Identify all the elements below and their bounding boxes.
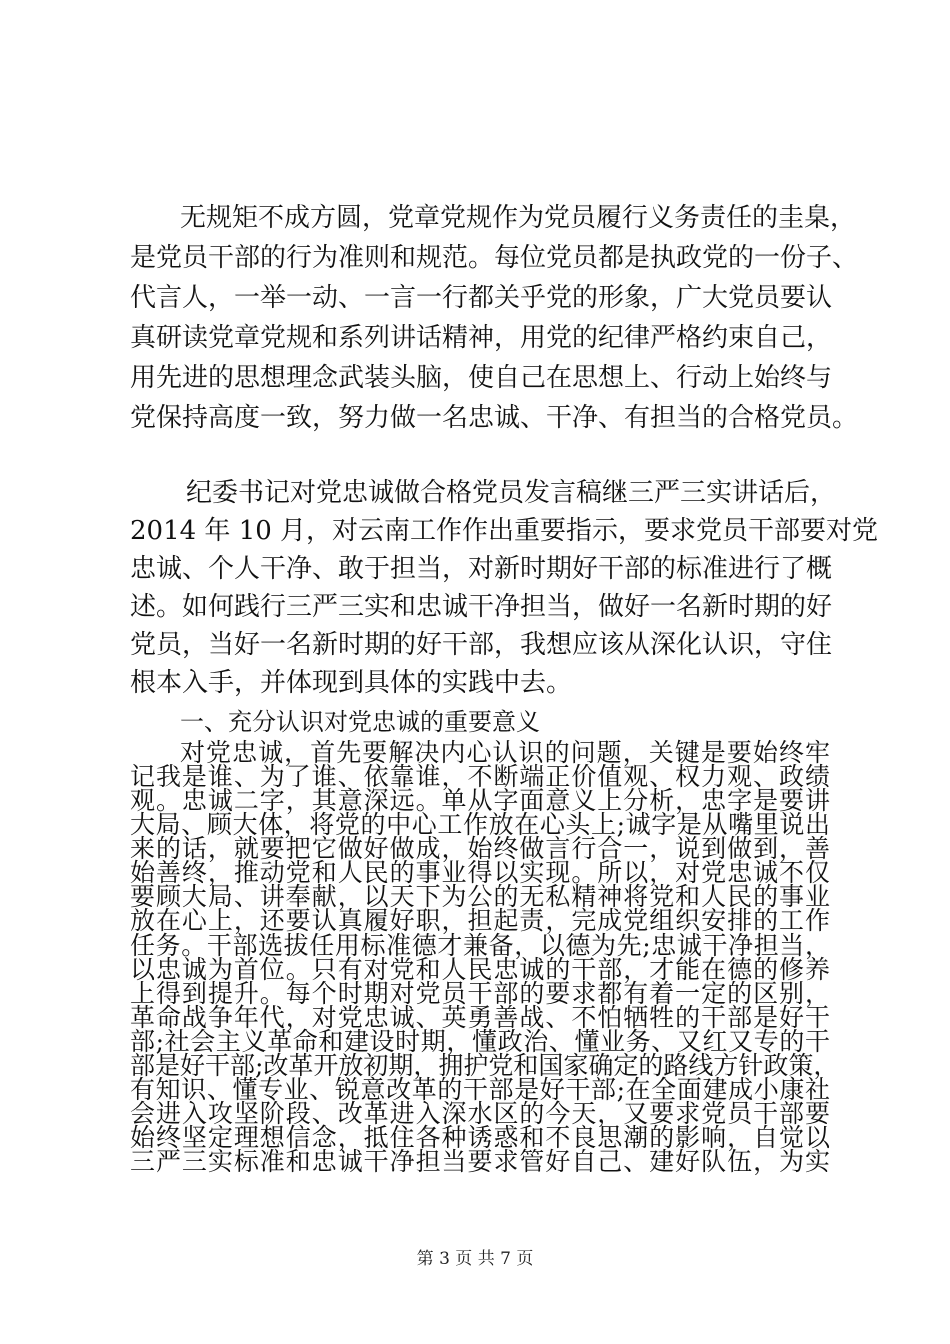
paragraph-3-line: 以忠诚为首位。只有对党和人民忠诚的干部，才能在德的修养 [130,955,830,984]
paragraph-3-line: 三严三实标准和忠诚干净担当要求管好自己、建好队伍，为实 [130,1147,830,1176]
paragraph-3-line: 来的话，就要把它做好做成，始终做言行合一，说到做到，善 [130,834,830,863]
paragraph-3-line: 记我是谁、为了谁、依靠谁，不断端正价值观、权力观、政绩 [130,762,830,791]
paragraph-3-line: 对党忠诚，首先要解决内心认识的问题，关键是要始终牢 [180,738,830,767]
paragraph-3-line: 要顾大局、讲奉献，以天下为公的无私精神将党和人民的事业 [130,882,830,911]
page-number-footer: 第 3 页 共 7 页 [416,1249,534,1269]
paragraph-3-line: 放在心上，还要认真履好职，担起责，完成党组织安排的工作 [130,906,830,935]
paragraph-3-line: 有知识、懂专业、锐意改革的干部是好干部;在全面建成小康社 [130,1075,830,1104]
paragraph-3-line: 部是好干部;改革开放初期，拥护党和国家确定的路线方针政策， [130,1051,839,1080]
paragraph-1-line: 真研读党章党规和系列讲话精神，用党的纪律严格约束自己， [130,323,833,353]
paragraph-3-line: 大局、顾大体，将党的中心工作放在心头上;诚字是从嘴里说出 [130,810,830,839]
paragraph-3-line: 始终坚定理想信念，抵住各种诱惑和不良思潮的影响，自觉以 [130,1123,830,1152]
paragraph-2-line: 2014 年 10 月，对云南工作作出重要指示，要求党员干部要对党 [130,516,879,546]
paragraph-2-line: 根本入手，并体现到具体的实践中去。 [130,668,573,698]
paragraph-3-line: 会进入攻坚阶段、改革进入深水区的今天，又要求党员干部要 [130,1099,830,1128]
paragraph-2-line: 述。如何践行三严三实和忠诚干净担当，做好一名新时期的好 [130,592,833,622]
paragraph-3-line: 部;社会主义革命和建设时期，懂政治、懂业务、又红又专的干 [130,1027,830,1056]
paragraph-3-line: 任务。干部选拔任用标准德才兼备，以德为先;忠诚干净担当， [130,931,830,960]
paragraph-1-line: 党保持高度一致，努力做一名忠诚、干净、有担当的合格党员。 [130,403,859,433]
paragraph-1-line: 是党员干部的行为准则和规范。每位党员都是执政党的一份子、 [130,243,859,273]
paragraph-2-line: 党员，当好一名新时期的好干部，我想应该从深化认识，守住 [130,630,833,660]
paragraph-2-line: 纪委书记对党忠诚做合格党员发言稿继三严三实讲话后， [186,478,837,508]
paragraph-3-line: 观。忠诚二字，其意深远。单从字面意义上分析，忠字是要讲 [130,786,830,815]
paragraph-1-line: 代言人，一举一动、一言一行都关乎党的形象，广大党员要认 [130,283,833,313]
paragraph-1-line: 无规矩不成方圆，党章党规作为党员履行义务责任的圭臬， [180,203,857,233]
section-heading: 一、充分认识对党忠诚的重要意义 [180,708,540,736]
paragraph-1-line: 用先进的思想理念武装头脑，使自己在思想上、行动上始终与 [130,363,833,393]
paragraph-3-line: 革命战争年代，对党忠诚、英勇善战、不怕牺牲的干部是好干 [130,1003,830,1032]
paragraph-3-line: 上得到提升。每个时期对党员干部的要求都有着一定的区别， [130,979,830,1008]
paragraph-3-line: 始善终，推动党和人民的事业得以实现。所以，对党忠诚不仅 [130,858,830,887]
paragraph-2-line: 忠诚、个人干净、敢于担当，对新时期好干部的标准进行了概 [130,554,833,584]
